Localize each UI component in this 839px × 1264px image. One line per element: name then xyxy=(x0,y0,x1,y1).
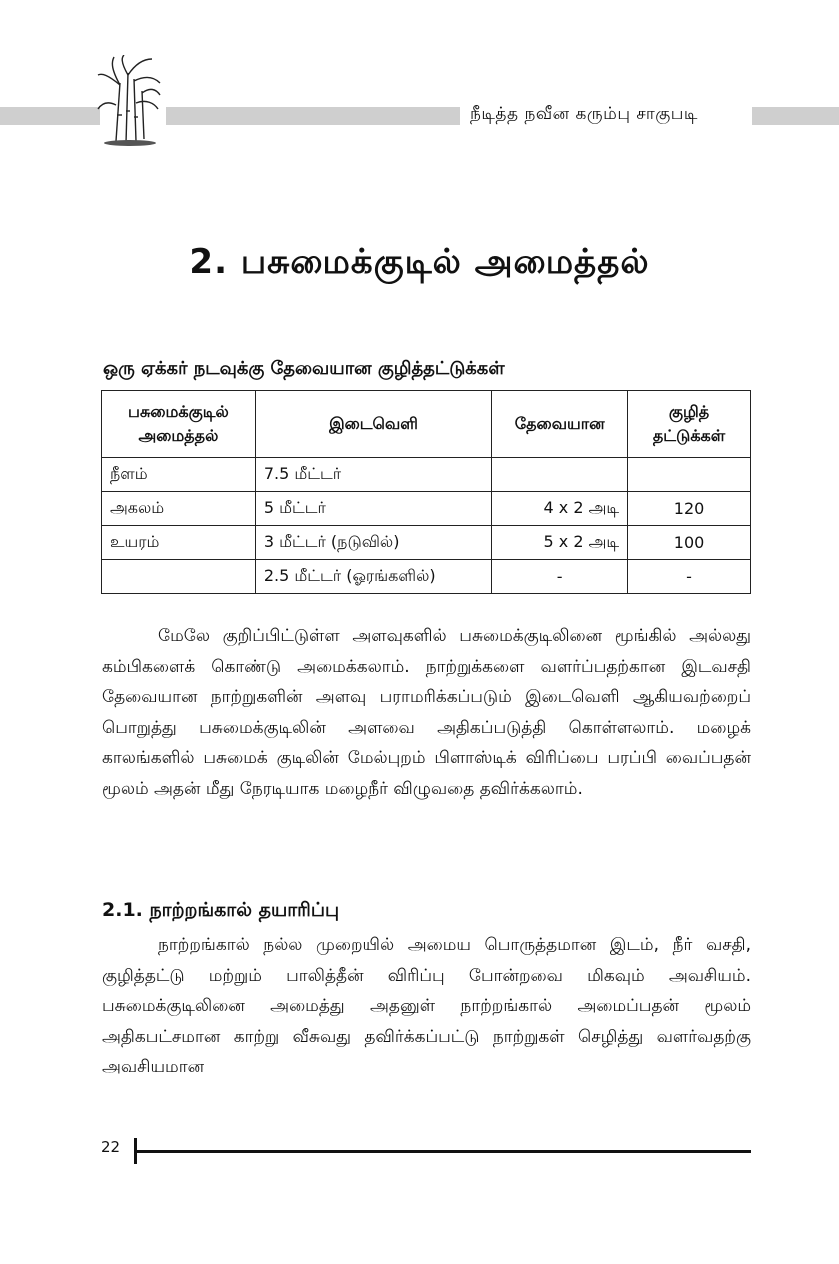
table-cell: 2.5 மீட்டர் (ஓரங்களில்) xyxy=(255,560,491,594)
table-cell: 120 xyxy=(628,492,751,526)
footer-divider-line xyxy=(136,1150,751,1153)
table-cell: அகலம் xyxy=(102,492,256,526)
table-cell: 5 மீட்டர் xyxy=(255,492,491,526)
table-row xyxy=(102,492,751,526)
table-header-row xyxy=(102,391,751,458)
table-caption: ஒரு ஏக்கர் நடவுக்கு தேவையான குழித்தட்டுக்கள் xyxy=(103,358,505,379)
page-number: 22 xyxy=(101,1138,121,1156)
table-cell xyxy=(492,458,628,492)
running-header-title: நீடித்த நவீன கரும்பு சாகுபடி xyxy=(470,104,698,124)
table-cell: நீளம் xyxy=(102,458,256,492)
table-cell: - xyxy=(492,560,628,594)
table-cell: 4 x 2 அடி xyxy=(492,492,628,526)
table-cell xyxy=(102,560,256,594)
table-header-cell: பசுமைக்குடில் அமைத்தல் xyxy=(102,391,256,458)
section-paragraph xyxy=(102,930,751,1083)
table-row xyxy=(102,560,751,594)
header-bar-left xyxy=(0,107,100,125)
sugarcane-logo-icon xyxy=(96,55,162,147)
body-paragraph xyxy=(102,621,751,804)
table-row xyxy=(102,458,751,492)
table-cell: - xyxy=(628,560,751,594)
table-cell: 3 மீட்டர் (நடுவில்) xyxy=(255,526,491,560)
table-header-cell: இடைவெளி xyxy=(255,391,491,458)
chapter-title: 2. பசுமைக்குடில் அமைத்தல் xyxy=(189,242,650,282)
table-header-cell: தேவையான xyxy=(492,391,628,458)
header-bar-right xyxy=(752,107,839,125)
table-cell: 7.5 மீட்டர் xyxy=(255,458,491,492)
paragraph-text: நாற்றங்கால் நல்ல முறையில் அமைய பொருத்தமான இடம், நீர் வசதி, குழித்தட்டு மற்றும் பாலித்தீன் விரிப்பு போன்றவை மிகவும் அவசியம். பசுமைக்குடிலினை அமைத்து அதனுள் நாற்றங்கால் அமைப்பதன் மூலம் அதிகபட்சமான காற்று வீசுவது தவிர்க்கப்பட்டு நாற்றுகள் செழித்து வளர்வதற்கு அவசியமான xyxy=(102,935,751,1077)
header-bar-middle xyxy=(166,107,460,125)
table-cell: 5 x 2 அடி xyxy=(492,526,628,560)
table-cell xyxy=(628,458,751,492)
data-table xyxy=(101,390,751,594)
table-header-cell: குழித் தட்டுக்கள் xyxy=(628,391,751,458)
table-cell: உயரம் xyxy=(102,526,256,560)
section-heading: 2.1. நாற்றங்கால் தயாரிப்பு xyxy=(102,899,340,921)
paragraph-text: மேலே குறிப்பிட்டுள்ள அளவுகளில் பசுமைக்குடிலினை மூங்கில் அல்லது கம்பிகளைக் கொண்டு அமைக்கலாம். நாற்றுக்களை வளர்ப்பதற்கான இடவசதி தேவையான நாற்றுகளின் அளவு பராமரிக்கப்படும் இடைவெளி ஆகியவற்றைப் பொறுத்து பசுமைக்குடிலின் அளவை அதிகப்படுத்தி கொள்ளலாம். மழைக் காலங்களில் பசுமைக் குடிலின் மேல்புறம் பிளாஸ்டிக் விரிப்பை பரப்பி வைப்பதன் மூலம் அதன் மீது நேரடியாக மழைநீர் விழுவதை தவிர்க்கலாம். xyxy=(102,626,751,799)
table-row xyxy=(102,526,751,560)
table-cell: 100 xyxy=(628,526,751,560)
